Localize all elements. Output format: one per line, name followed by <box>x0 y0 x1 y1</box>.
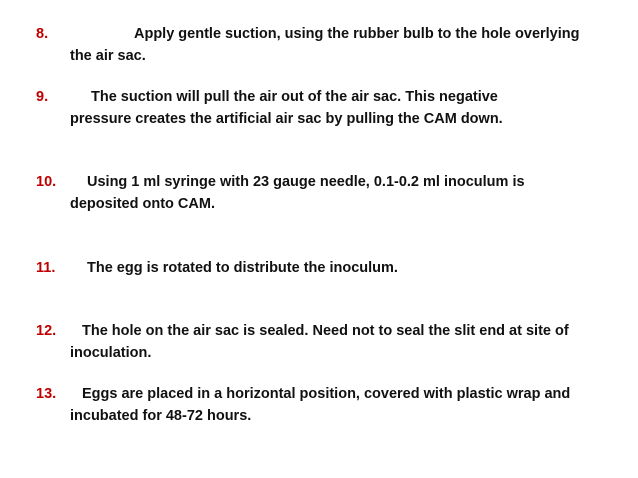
step-number: 12. <box>36 323 57 339</box>
step-text-line1: The hole on the air sac is sealed. Need not to seal the slit end at site of <box>82 323 569 339</box>
step-text-line1: The suction will pull the air out of the air sac. This negative <box>91 89 498 105</box>
step-text-line1: Eggs are placed in a horizontal position, covered with plastic wrap and <box>82 386 571 402</box>
step-text-line1: Apply gentle suction, using the rubber bulb to the hole overlying <box>134 26 580 42</box>
step-number: 10. <box>36 174 57 190</box>
step-text-line2: the air sac. <box>70 48 146 64</box>
step-number: 11. <box>36 260 56 276</box>
step-text-line2: inoculation. <box>70 345 152 361</box>
step-text-line2: deposited onto CAM. <box>70 196 215 212</box>
step-number: 9. <box>36 89 49 105</box>
step-text-line2: pressure creates the artificial air sac by pulling the CAM down. <box>70 111 503 127</box>
step-text-line1: The egg is rotated to distribute the inoculum. <box>87 260 398 276</box>
step-number: 8. <box>36 26 49 42</box>
step-text-line2: incubated for 48-72 hours. <box>70 408 252 424</box>
step-number: 13. <box>36 386 57 402</box>
step-text-line1: Using 1 ml syringe with 23 gauge needle, 0.1-0.2 ml inoculum is <box>87 174 525 190</box>
